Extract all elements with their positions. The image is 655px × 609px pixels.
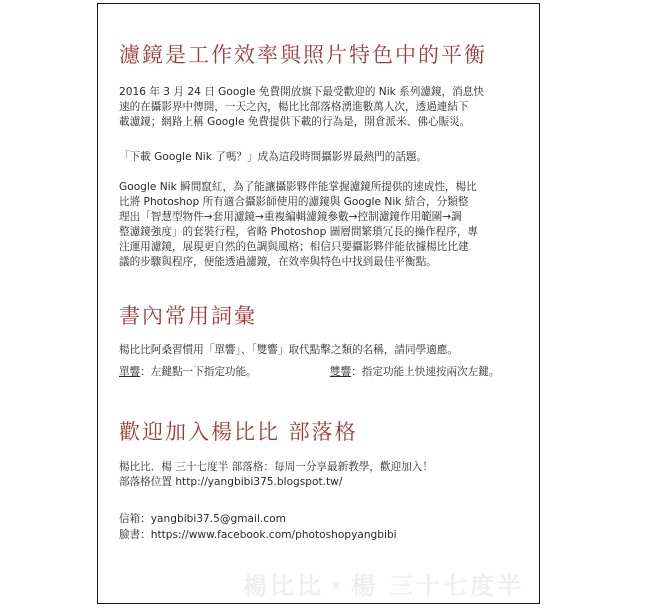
section-title-glossary: 書內常用詞彙 [119,304,257,328]
paragraph-line: 整濾鏡強度」的套裝行程，省略 Photoshop 圖層間繁瑣冗長的操作程序，專 [119,226,479,238]
glossary-term-2 [330,365,500,380]
glossary-terms [119,365,522,380]
term-double-click: 雙響 [330,366,352,378]
section-title-blog: 歡迎加入楊比比 部落格 [119,420,358,444]
blog-url: 部落格位置 http://yangbibi375.blogspot.tw/ [119,476,343,488]
glossary-intro: 楊比比阿桑習慣用「單響」、「雙響」取代點擊之類的名稱，請同學適應。 [119,344,458,356]
paragraph-line: 理出「智慧型物件→套用濾鏡→重複編輯濾鏡參數→控制濾鏡作用範圍→調 [119,211,462,223]
term-single-click: 單響 [119,366,141,378]
paragraph-line: 注運用濾鏡，展現更自然的色調與風格；相信只要攝影夥伴能依據楊比比建 [119,241,469,253]
contact-email: 信箱：yangbibi37.5@gmail.com [119,513,286,525]
paragraph-line: 速的在攝影界中傳開，一天之內，楊比比部落格湧進數萬人次，透過連結下 [119,101,469,113]
paragraph-line: 2016 年 3 月 24 日 Google 免費開放旗下最受歡迎的 Nik 系列濾鏡，消息快 [119,86,484,98]
contact-facebook: 臉書：https://www.facebook.com/photoshopyangbibi [119,529,397,541]
watermark: 楊比比・楊 三十七度半 [243,572,525,600]
paragraph-line: Google Nik 瞬間竄紅，為了能讓攝影夥伴能掌握濾鏡所提供的速成性，楊比 [119,181,477,193]
definition-double-click: ：指定功能上快速按兩次左鍵。 [351,366,500,378]
paragraph-line: 載濾鏡；網路上稱 Google 免費提供下載的行為是，開倉派米、佛心賑災。 [119,116,471,128]
paragraph-line: 議的步驟與程序，便能透過濾鏡，在效率與特色中找到最佳平衡點。 [119,256,437,268]
paragraph-hot-topic: 「下載 Google Nik 了嗎？」成為這段時間攝影界最熱門的話題。 [119,151,428,163]
paragraph-line: 比將 Photoshop 所有適合攝影師使用的濾鏡與 Google Nik 結合，分類整 [119,196,469,208]
book-page [97,3,540,604]
blog-intro: 楊比比．楊 三十七度半 部落格：每周一分享最新教學，歡迎加入！ [119,461,433,473]
definition-single-click: ：左鍵點一下指定功能。 [140,366,257,378]
section-title-filters: 濾鏡是工作效率與照片特色中的平衡 [119,43,487,67]
